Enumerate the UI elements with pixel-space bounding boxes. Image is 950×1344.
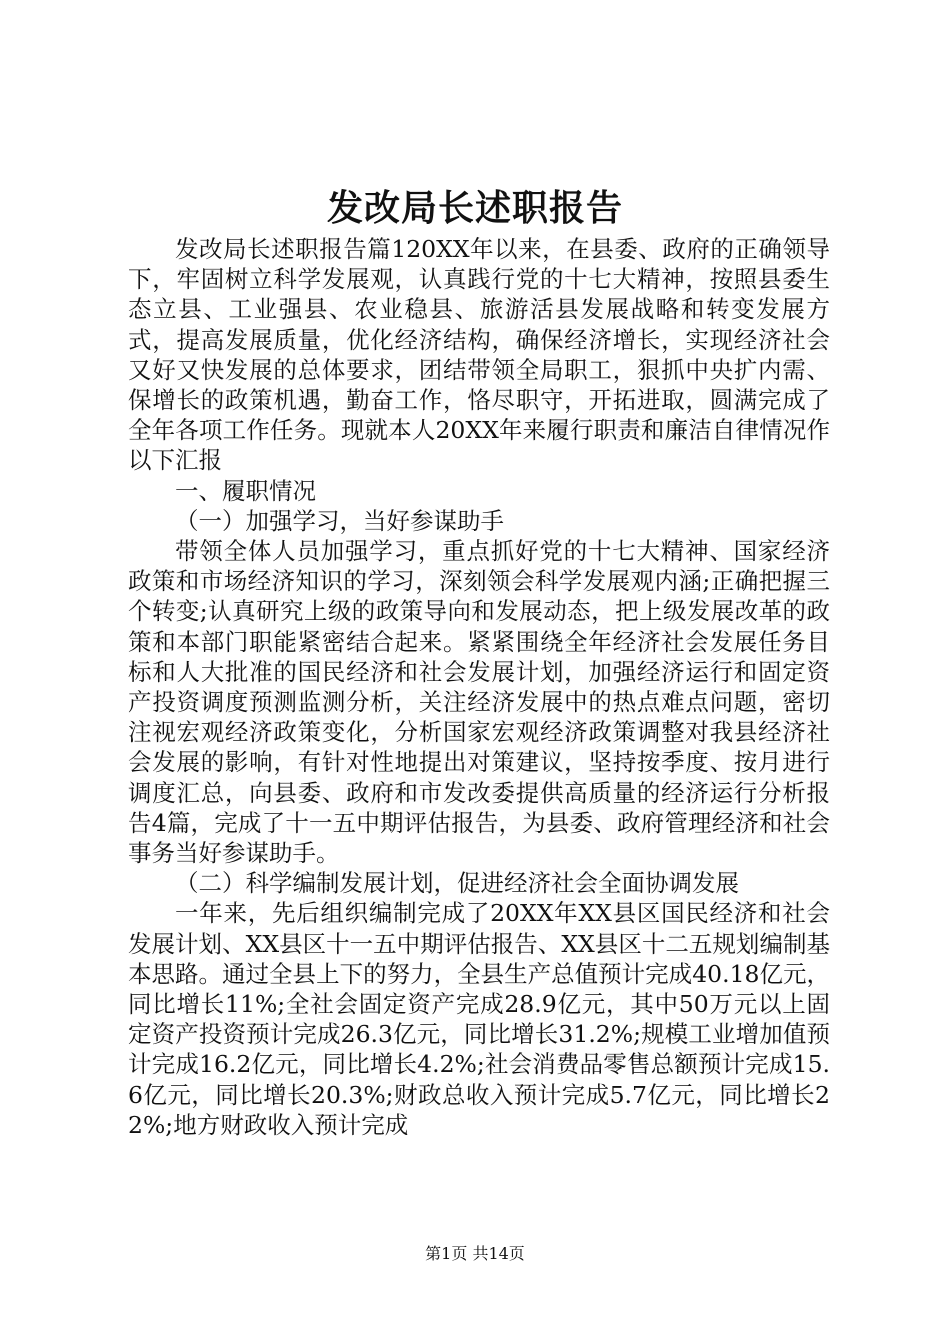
section-heading-performance: 一、履职情况	[175, 476, 316, 505]
page-footer: 第1页 共14页	[425, 1244, 525, 1263]
document-title: 发改局长述职报告	[326, 187, 623, 229]
intro-paragraph: 发改局长述职报告篇120XX年以来，在县委、政府的正确领导下，牢固树立科学发展观，认真践行党的十七大精神，按照县委生态立县、工业强县、农业稳县、旅游活县发展战略和转变发展方式，提高发展质量，优化经济结构，确保经济增长，实现经济社会又好又快发展的总体要求，团结带领全局职工，狠抓中央扩内需、保增长的政策机遇，勤奋工作，恪尽职守，开拓进取，圆满完成了全年各项工作任务。现就本人20XX年来履行职责和廉洁自律情况作以下汇报	[128, 235, 830, 475]
study-paragraph: 带领全体人员加强学习，重点抓好党的十七大精神、国家经济政策和市场经济知识的学习，深刻领会科学发展观内涵;正确把握三个转变;认真研究上级的政策导向和发展动态，把上级发展改革的政策和本部门职能紧密结合起来。紧紧围绕全年经济社会发展任务目标和人大批准的国民经济和社会发展计划，加强经济运行和固定资产投资调度预测监测分析，关注经济发展中的热点难点问题，密切注视宏观经济政策变化，分析国家宏观经济政策调整对我县经济社会发展的影响，有针对性地提出对策建议，坚持按季度、按月进行调度汇总，向县委、政府和市发改委提供高质量的经济运行分析报告4篇，完成了十一五中期评估报告，为县委、政府管理经济和社会事务当好参谋助手。	[128, 537, 830, 868]
subsection-heading-study: （一）加强学习，当好参谋助手	[175, 506, 504, 535]
subsection-heading-planning: （二）科学编制发展计划，促进经济社会全面协调发展	[175, 869, 739, 898]
document-body	[128, 234, 830, 1140]
planning-paragraph: 一年来，先后组织编制完成了20XX年XX县区国民经济和社会发展计划、XX县区十一五中期评估报告、XX县区十二五规划编制基本思路。通过全县上下的努力，全县生产总值预计完成40.18亿元，同比增长11%;全社会固定资产完成28.9亿元，其中50万元以上固定资产投资预计完成26.3亿元，同比增长31.2%;规模工业增加值预计完成16.2亿元，同比增长4.2%;社会消费品零售总额预计完成15.6亿元，同比增长20.3%;财政总收入预计完成5.7亿元，同比增长22%;地方财政收入预计完成	[128, 899, 830, 1139]
